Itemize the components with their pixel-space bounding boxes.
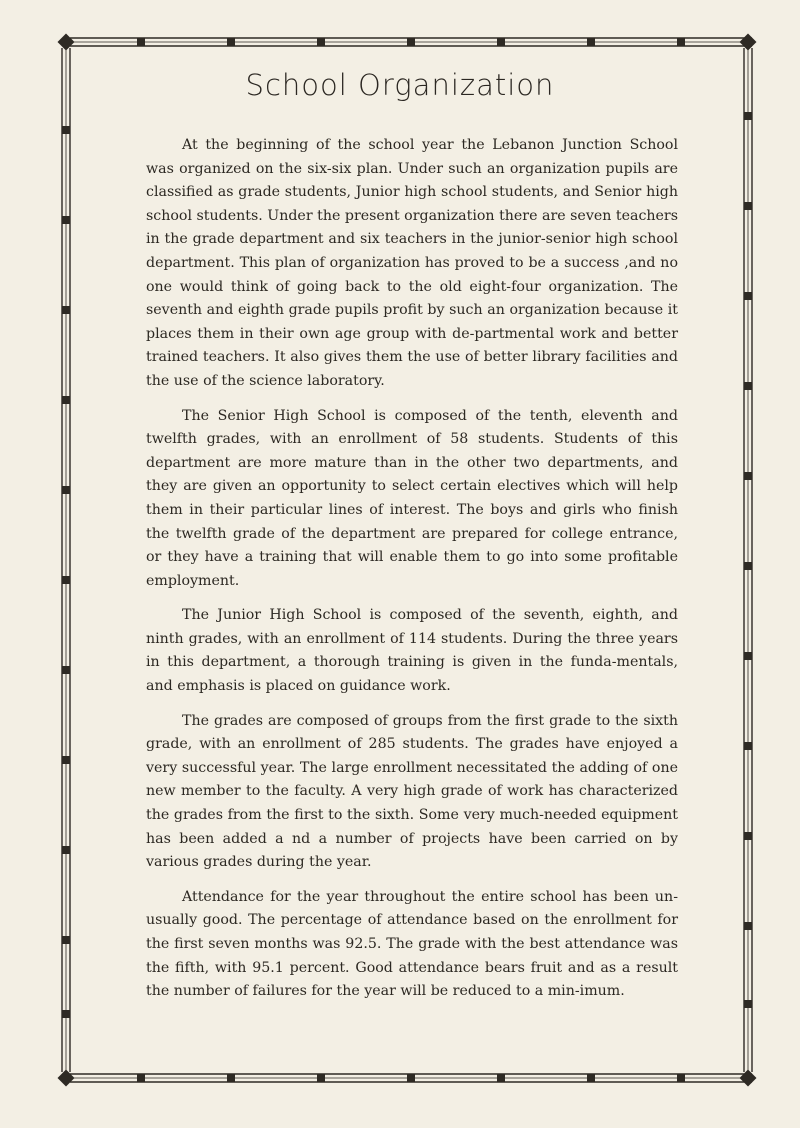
- paragraph-grades: The grades are composed of groups from the first grade to the sixth grade, with an enrollment of 285 students. The grades have enjoyed a very successful year. The large enrollment necessitated the adding of one new member to the faculty. A very high grade of work has characterized the grades from the first to the sixth. Some very much-needed equipment has been added a nd a number of projects have been carried on by various grades during the year.: [146, 712, 678, 871]
- paragraph-senior-high: The Senior High School is composed of the tenth, eleventh and twelfth grades, with an enrollment of 58 students. Students of this department are more mature than in the other two departments, and they are given an opportunity to select certain electives which will help them in their particular lines of interest. The boys and girls who finish the twelfth grade of the department are prepared for college entrance, or they have a training that will enable them to go into some profitable employment.: [146, 407, 678, 589]
- paragraph-attendance: Attendance for the year throughout the entire school has been un-usually good. The percentage of attendance based on the enrollment for the first seven months was 92.5. The grade with the best attendance was the fifth, with 95.1 percent. Good attendance bears fruit and as a result the number of failures for the year will be reduced to a min-imum.: [146, 888, 678, 1000]
- paragraph-organization-plan: At the beginning of the school year the Lebanon Junction School was organized on the six-six plan. Under such an organization pupils are classified as grade students, Junior high school students, and Senior high school students. Under the present organization there are seven teachers in the grade department and six teachers in the junior-senior high school department. This plan of organization has proved to be a success ,and no one would think of going back to the old eight-four organization. The seventh and eighth grade pupils profit by such an organization because it places them in their own age group with de-partmental work and better trained teachers. It also gives them the use of better library facilities and the use of the science laboratory.: [146, 137, 678, 389]
- article-body: [146, 134, 678, 1015]
- page-title: School Organization: [245, 68, 555, 102]
- paragraph-junior-high: The Junior High School is composed of the seventh, eighth, and ninth grades, with an enrollment of 114 students. During the three years in this department, a thorough training is given in the funda-mentals, and emphasis is placed on guidance work.: [146, 607, 678, 695]
